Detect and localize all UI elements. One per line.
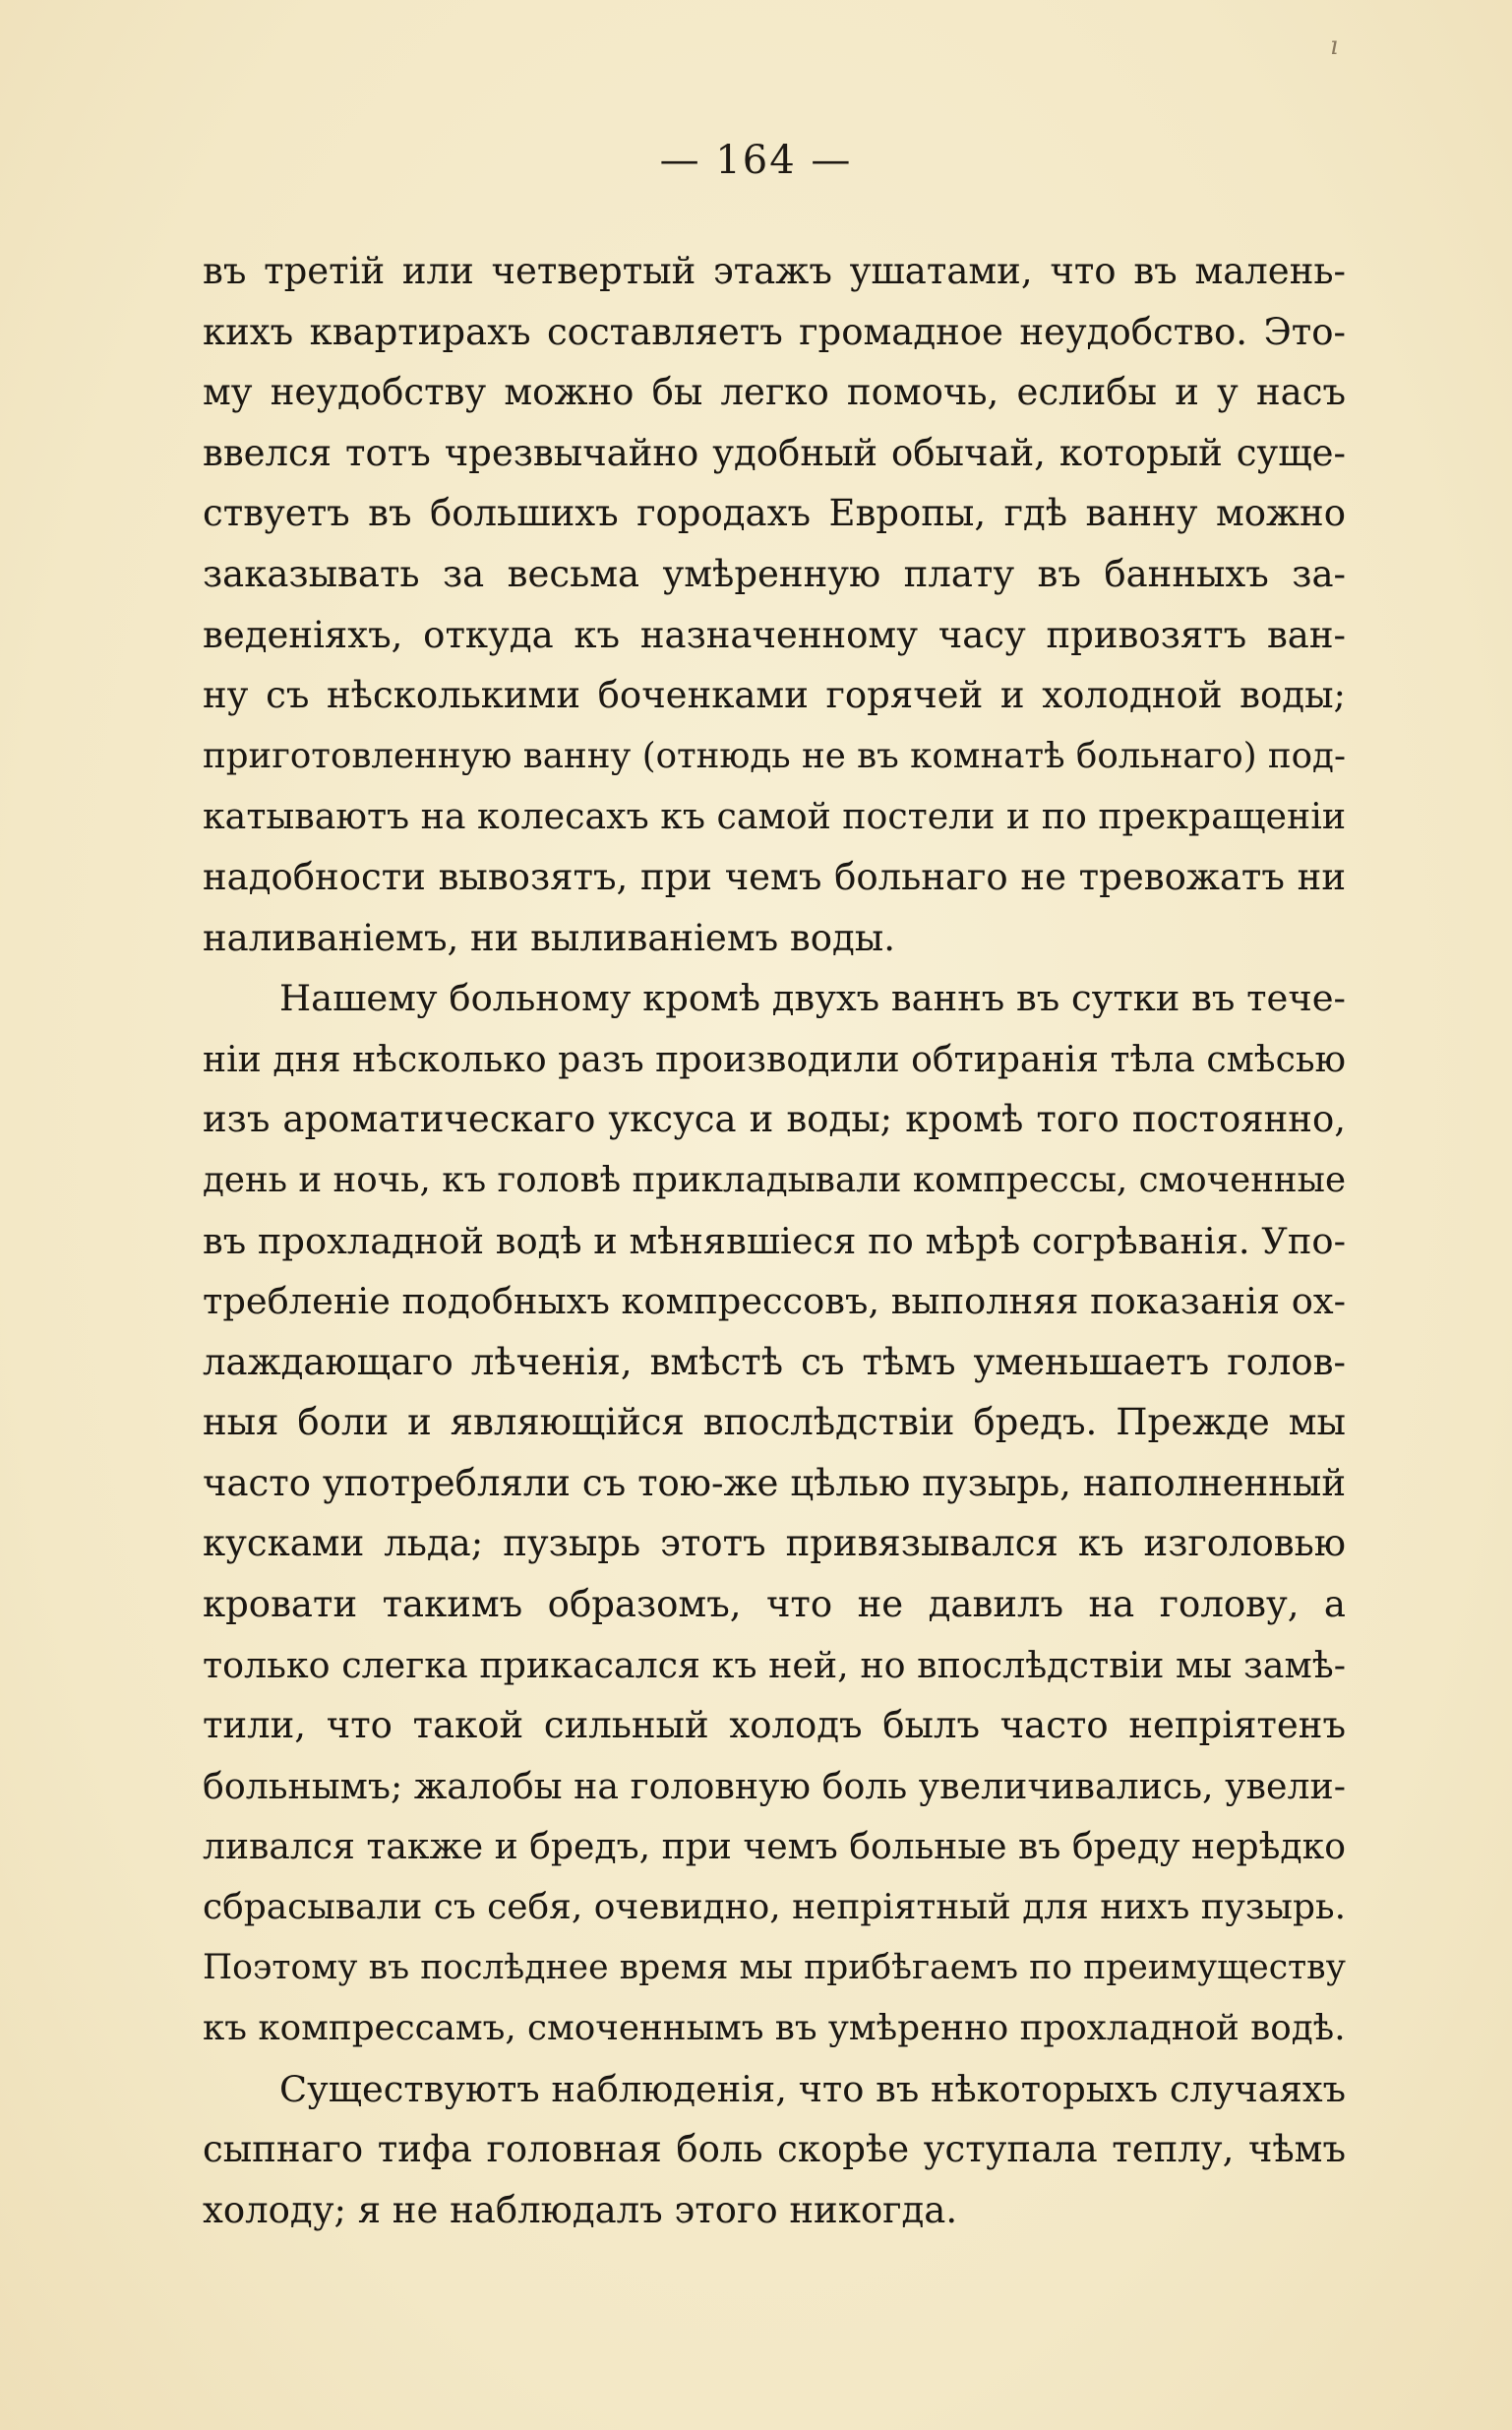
text-line: приготовленную ванну (отнюдь не въ комнатѣ больнаго) под- (203, 735, 1346, 776)
text-line: больнымъ; жалобы на головную боль увеличивались, увели- (203, 1764, 1346, 1807)
text-line: катываютъ на колесахъ къ самой постели и по прекращеніи (203, 795, 1347, 838)
text-line: требленіе подобныхъ компрессовъ, выполняя показанія ох- (203, 1280, 1346, 1323)
text-line: холоду; я не наблюдалъ этого никогда. (203, 2189, 958, 2231)
paragraph-1 (203, 241, 1346, 968)
text-line: Существуютъ наблюденія, что въ нѣкоторыхъ случаяхъ (279, 2067, 1346, 2110)
page-number: — 164 — (659, 138, 853, 183)
text-line: тили, что такой сильный холодъ былъ часто непріятенъ (203, 1704, 1346, 1747)
text-line: сбрасывали съ себя, очевидно, непріятный для нихъ пузырь. (203, 1887, 1346, 1928)
text-line: ну съ нѣсколькими боченками горячей и холодной воды; (203, 674, 1346, 717)
text-line: лаждающаго лѣченія, вмѣстѣ съ тѣмъ уменьшаетъ голов- (203, 1340, 1346, 1383)
text-line: въ прохладной водѣ и мѣнявшіеся по мѣрѣ согрѣванія. Упо- (203, 1219, 1346, 1262)
text-line: Поэтому въ послѣднее время мы прибѣгаемъ по преимуществу (203, 1947, 1346, 1987)
text-line: часто употребляли съ тою-же цѣлью пузырь, наполненный (203, 1461, 1346, 1504)
text-line: Нашему больному кромѣ двухъ ваннъ въ сутки въ тече- (279, 977, 1346, 1020)
text-line: изъ ароматическаго уксуса и воды; кромѣ того постоянно, (203, 1098, 1346, 1141)
text-line: заказывать за весьма умѣренную плату въ банныхъ за- (203, 552, 1346, 595)
text-line: къ компрессамъ, смоченнымъ въ умѣренно прохладной водѣ. (203, 2008, 1346, 2049)
text-line: кихъ квартирахъ составляетъ громадное неудобство. Это- (203, 310, 1346, 353)
text-line: ввелся тотъ чрезвычайно удобный обычай, который суще- (203, 431, 1346, 474)
text-line: кровати такимъ образомъ, что не давилъ на голову, а (203, 1583, 1346, 1626)
text-line: только слегка прикасался къ ней, но впослѣдствіи мы замѣ- (203, 1643, 1346, 1686)
text-line: наливаніемъ, ни выливаніемъ воды. (203, 916, 895, 959)
corner-mark: ı (1330, 31, 1339, 61)
text-line: день и ночь, къ головѣ прикладывали компрессы, смоченные (203, 1159, 1346, 1200)
text-line: кусками льда; пузырь этотъ привязывался къ изголовью (203, 1522, 1346, 1565)
paragraph-2 (203, 968, 1346, 2059)
text-line: ствуетъ въ большихъ городахъ Европы, гдѣ ванну можно (203, 492, 1346, 535)
text-line: ныя боли и являющійся впослѣдствіи бредъ. Прежде мы (203, 1401, 1346, 1444)
text-line: надобности вывозятъ, при чемъ больнаго не тревожатъ ни (203, 855, 1346, 898)
text-line: ливался также и бредъ, при чемъ больные въ бреду нерѣдко (203, 1825, 1346, 1868)
text-line: веденіяхъ, откуда къ назначенному часу привозятъ ван- (203, 613, 1346, 656)
text-line: въ третій или четвертый этажъ ушатами, что въ малень- (203, 250, 1346, 292)
paragraph-3 (203, 2059, 1346, 2241)
body-text (203, 241, 1346, 2241)
text-line: сыпнаго тифа головная боль скорѣе уступала теплу, чѣмъ (203, 2128, 1346, 2171)
text-line: му неудобству можно бы легко помочь, еслибы и у насъ (203, 371, 1346, 414)
text-line: ніи дня нѣсколько разъ производили обтиранія тѣла смѣсью (203, 1037, 1346, 1080)
